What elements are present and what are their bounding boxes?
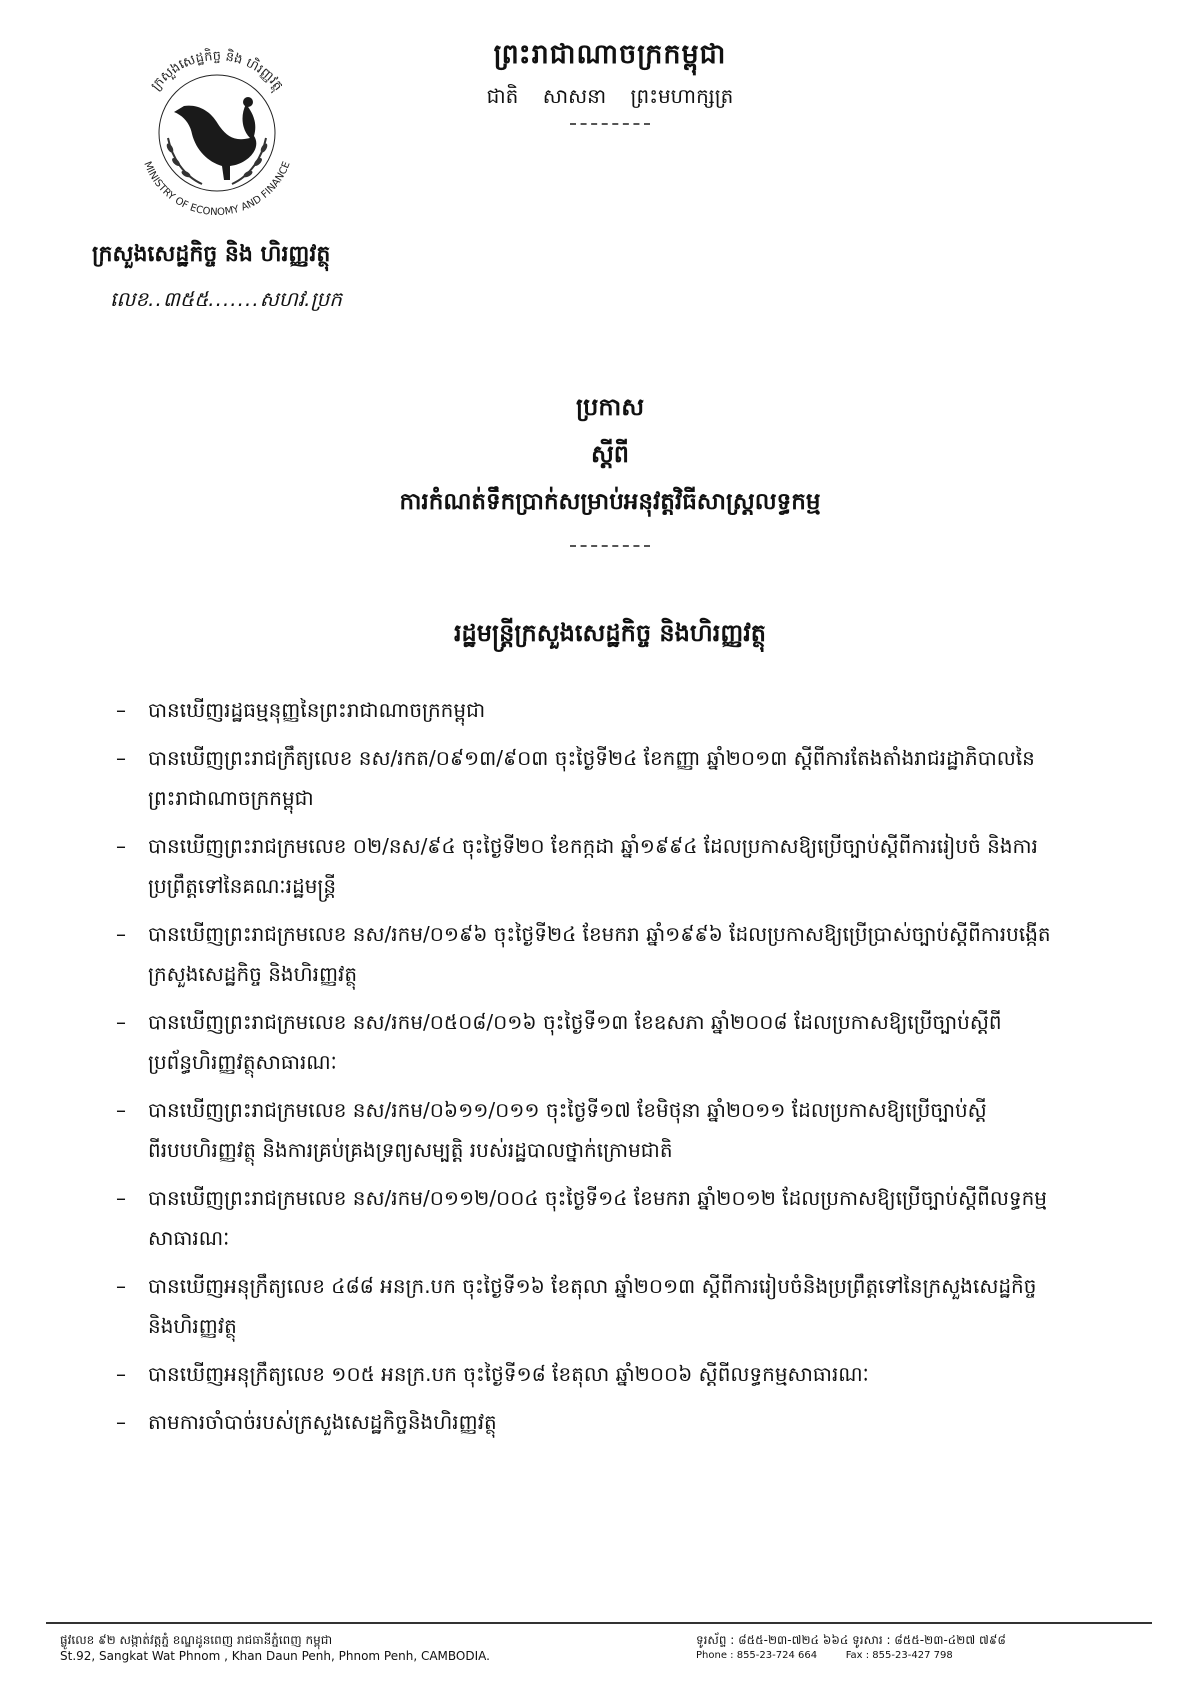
document-title-block [240,392,980,547]
recital-item: – តាមការចាំបាច់របស់ក្រសួងសេដ្ឋកិច្ចនិងហិរញ្ញវត្ថុ [116,1410,497,1434]
kingdom-title: ព្រះរាជាណាចក្រកម្ពុជា [493,39,727,70]
footer-contact [696,1632,1006,1664]
recital-item: – បានឃើញព្រះរាជក្រមលេខ នស/រកម/០១១២/០០៤ ចុះថ្ងៃទី១៤ ខែមករា ឆ្នាំ២០១២ ដែលប្រកាសឱ្យប្រើច្បាប់ស្តីពីលទ្ធកម្មសាធារណៈ [116,1186,1047,1250]
fax-number: Fax : 855-23-427 798 [845,1650,953,1661]
ministry-block [92,240,342,316]
ref-suffix: សហវ.ប្រក [259,287,342,311]
minister-heading: រដ្ឋមន្ត្រីក្រសួងសេដ្ឋកិច្ច និងហិរញ្ញវត្ថុ [453,619,767,647]
address-khmer: ផ្លូវលេខ ៩២ សង្កាត់វត្តភ្នំ ខណ្ឌដូនពេញ រាជធានីភ្នំពេញ កម្ពុជា [60,1633,333,1647]
svg-text:ក្រសួងសេដ្ឋកិច្ច និង ហិរញ្ញវត្: ក្រសួងសេដ្ឋកិច្ច និង ហិរញ្ញវត្ថុ [148,48,286,94]
ref-number: ៣៥៥ [162,287,209,311]
footer-address [60,1632,490,1664]
recital-item: – បានឃើញព្រះរាជក្រមលេខ នស/រកម/០១៩៦ ចុះថ្ងៃទី២៤ ខែមករា ឆ្នាំ១៩៩៦ ដែលប្រកាសឱ្យប្រើប្រាស់ច្បាប់ស្តីពីការបង្កើតក្រសួងសេដ្ឋកិច្ច និងហិរញ្ញវត្ថុ [116,922,1051,986]
header-divider [570,123,650,125]
address-english: St.92, Sangkat Wat Phnom , Khan Daun Penh, Phnom Penh, CAMBODIA. [60,1649,490,1663]
recital-item: – បានឃើញព្រះរាជក្រឹត្យលេខ នស/រកត/០៩១៣/៩០៣ ចុះថ្ងៃទី២៤ ខែកញ្ញា ឆ្នាំ២០១៣ ស្តីពីការតែងតាំងរាជរដ្ឋាភិបាលនៃព្រះរាជាណាចក្រកម្ពុជា [116,746,1035,810]
footer-divider [46,1622,1152,1624]
recital-item: – បានឃើញព្រះរាជក្រមលេខ នស/រកម/០៦១១/០១១ ចុះថ្ងៃទី១៧ ខែមិថុនា ឆ្នាំ២០១១ ដែលប្រកាសឱ្យប្រើច្បាប់ស្តីពីរបបហិរញ្ញវត្ថុ និងការគ្រប់គ្រងទ្រព្យសម្បត្តិ របស់រដ្ឋបាលថ្នាក់ក្រោមជាតិ [116,1098,987,1162]
document-subject: ការកំណត់ទឹកប្រាក់សម្រាប់អនុវត្តវិធីសាស្ត្រលទ្ធកម្ម [399,489,821,515]
ministry-seal-logo [122,38,312,228]
phone-number: Phone : 855-23-724 664 [696,1650,818,1661]
title-divider [570,545,650,547]
recital-item: – បានឃើញអនុក្រឹត្យលេខ ១០៥ អនក្រ.បក ចុះថ្ងៃទី១៨ ខែតុលា ឆ្នាំ២០០៦ ស្តីពីលទ្ធកម្មសាធារណៈ [116,1362,869,1386]
recital-item: – បានឃើញរដ្ឋធម្មនុញ្ញនៃព្រះរាជាណាចក្រកម្ពុជា [116,698,486,722]
recital-item: – បានឃើញអនុក្រឹត្យលេខ ៤៨៨ អនក្រ.បក ចុះថ្ងៃទី១៦ ខែតុលា ឆ្នាំ២០១៣ ស្តីពីការរៀបចំនិងប្រព្រឹត្តទៅនៃក្រសួងសេដ្ឋកិច្ច និងហិរញ្ញវត្ថុ [116,1274,1037,1338]
ref-prefix: លេខ [110,287,149,311]
contact-khmer: ទូរស័ព្ទ : ៨៥៥-២៣-៧២៤ ៦៦៤ ទូរសារ : ៨៥៥-២៣-៤២៧ ៧៩៨ [696,1633,1006,1647]
contact-english [696,1648,1006,1664]
ministry-name: ក្រសួងសេដ្ឋកិច្ច និង ហិរញ្ញវត្ថុ [92,242,331,267]
document-about: ស្តីពី [590,440,630,468]
reference-number: លេខ..៣៥៥.......សហវ.ប្រក [110,287,342,311]
recitals-list [116,690,1056,1450]
document-type: ប្រកាស [575,393,645,421]
recital-item: – បានឃើញព្រះរាជក្រមលេខ នស/រកម/០៥០៨/០១៦ ចុះថ្ងៃទី១៣ ខែឧសភា ឆ្នាំ២០០៨ ដែលប្រកាសឱ្យប្រើច្បាប់ស្តីពីប្រព័ន្ធហិរញ្ញវត្ថុសាធារណៈ [116,1010,1002,1074]
recital-item: – បានឃើញព្រះរាជក្រមលេខ ០២/នស/៩៤ ចុះថ្ងៃទី២០ ខែកក្កដា ឆ្នាំ១៩៩៤ ដែលប្រកាសឱ្យប្រើច្បាប់ស្តីពីការរៀបចំ និងការប្រព្រឹត្តទៅនៃគណៈរដ្ឋមន្ត្រី [116,834,1038,898]
kingdom-header [430,38,790,125]
kingdom-motto: ជាតិ សាសនា ព្រះមហាក្សត្រ [486,84,734,108]
svg-text:MINISTRY OF ECONOMY AND FINANC: MINISTRY OF ECONOMY AND FINANCE [141,160,293,219]
